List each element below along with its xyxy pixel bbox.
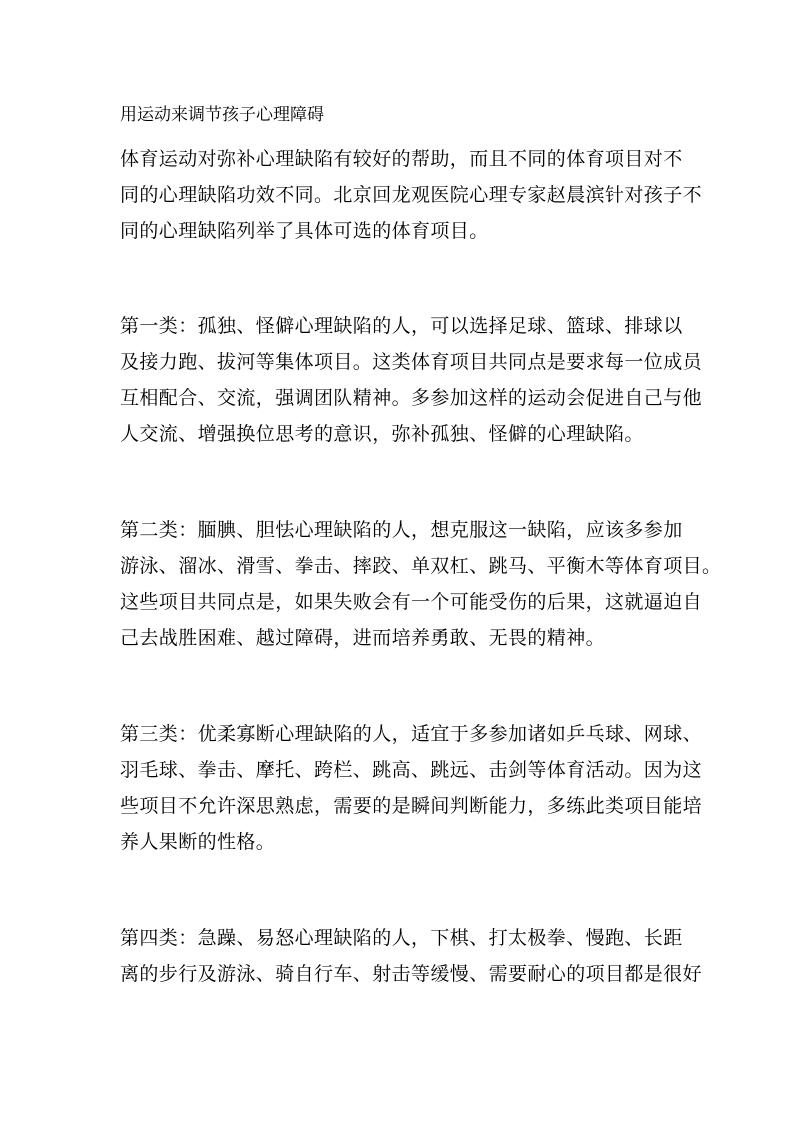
page-title: 用运动来调节孩子心理障碍	[120, 105, 324, 125]
paragraph-4-line-4: 养人果断的性格。	[120, 831, 276, 853]
paragraph-2-line-4: 人交流、增强换位思考的意识，弥补孤独、怪僻的心理缺陷。	[120, 423, 644, 445]
paragraph-3-line-2: 游泳、溜冰、滑雪、拳击、摔跤、单双杠、跳马、平衡木等体育项目。	[120, 555, 722, 577]
paragraph-4-line-3: 些项目不允许深思熟虑，需要的是瞬间判断能力，多练此类项目能培	[120, 795, 703, 817]
paragraph-1-line-2: 同的心理缺陷功效不同。北京回龙观医院心理专家赵晨滨针对孩子不	[120, 184, 703, 206]
paragraph-2-line-1: 第一类：孤独、怪僻心理缺陷的人，可以选择足球、篮球、排球以	[120, 315, 683, 337]
paragraph-2-line-3: 互相配合、交流，强调团队精神。多参加这样的运动会促进自己与他	[120, 387, 703, 409]
paragraph-5-line-2: 离的步行及游泳、骑自行车、射击等缓慢、需要耐心的项目都是很好	[120, 963, 703, 985]
paragraph-1-line-1: 体育运动对弥补心理缺陷有较好的帮助，而且不同的体育项目对不	[120, 148, 683, 170]
paragraph-2-line-2: 及接力跑、拔河等集体项目。这类体育项目共同点是要求每一位成员	[120, 351, 703, 373]
paragraph-3-line-3: 这些项目共同点是，如果失败会有一个可能受伤的后果，这就逼迫自	[120, 591, 703, 613]
paragraph-5-line-1: 第四类：急躁、易怒心理缺陷的人，下棋、打太极拳、慢跑、长距	[120, 927, 683, 949]
paragraph-1-line-3: 同的心理缺陷列举了具体可选的体育项目。	[120, 220, 489, 242]
paragraph-3-line-1: 第二类：腼腆、胆怯心理缺陷的人，想克服这一缺陷，应该多参加	[120, 519, 683, 541]
paragraph-4-line-1: 第三类：优柔寡断心理缺陷的人，适宜于多参加诸如乒乓球、网球、	[120, 723, 703, 745]
paragraph-3-line-4: 己去战胜困难、越过障碍，进而培养勇敢、无畏的精神。	[120, 627, 606, 649]
paragraph-4-line-2: 羽毛球、拳击、摩托、跨栏、跳高、跳远、击剑等体育活动。因为这	[120, 759, 703, 781]
